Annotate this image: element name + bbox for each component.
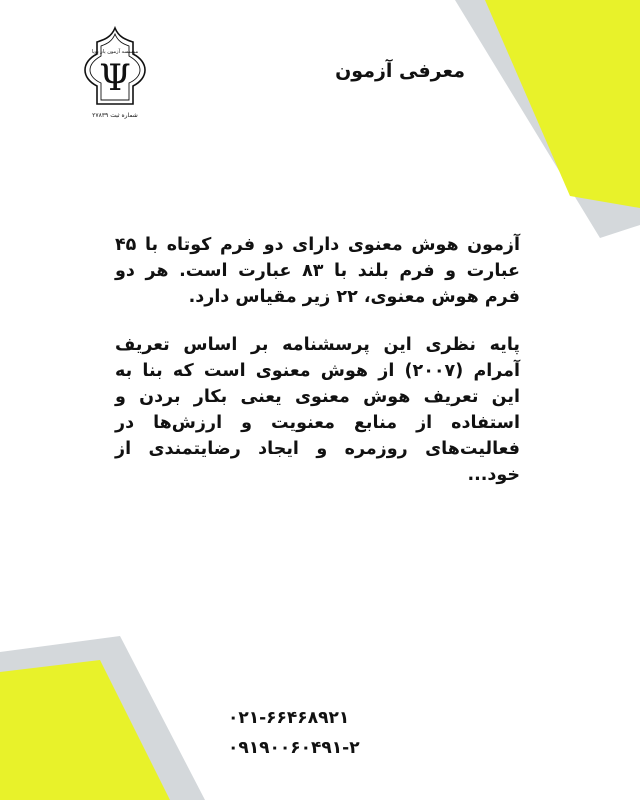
institute-logo bbox=[73, 24, 157, 124]
description-text bbox=[115, 232, 520, 510]
psi-icon: Ψ bbox=[99, 58, 131, 99]
phone-number[interactable]: ۰۲۱-۶۶۴۶۸۹۲۱ bbox=[228, 708, 350, 728]
page-title: معرفی آزمون bbox=[335, 60, 465, 82]
contact-info bbox=[228, 703, 360, 763]
mobile-number[interactable]: ۰۹۱۹۰۰۶۰۴۹۱-۲ bbox=[228, 738, 360, 758]
paragraph-theory: پایه نظری این پرسشنامه بر اساس تعریف آمرام (۲۰۰۷) از هوش معنوی است که بنا به این تعریف هوش معنوی یعنی بکار بردن و استفاده از منابع معنویت و ارزش‌ها در فعالیت‌های روزمره و ایجاد رضایتمندی از خود... bbox=[115, 335, 520, 485]
top-right-yellow-triangle bbox=[485, 0, 640, 208]
paragraph-intro: آزمون هوش معنوی دارای دو فرم کوتاه با ۴۵ عبارت و فرم بلند با ۸۳ عبارت است. هر دو فرم هوش معنوی، ۲۲ زیر مقیاس دارد. bbox=[115, 235, 520, 307]
logo-arc-text: موسسه آزمون یار پویا bbox=[91, 49, 139, 55]
logo-registration-number: شماره ثبت ۲۷۸۳۹ bbox=[92, 112, 138, 119]
